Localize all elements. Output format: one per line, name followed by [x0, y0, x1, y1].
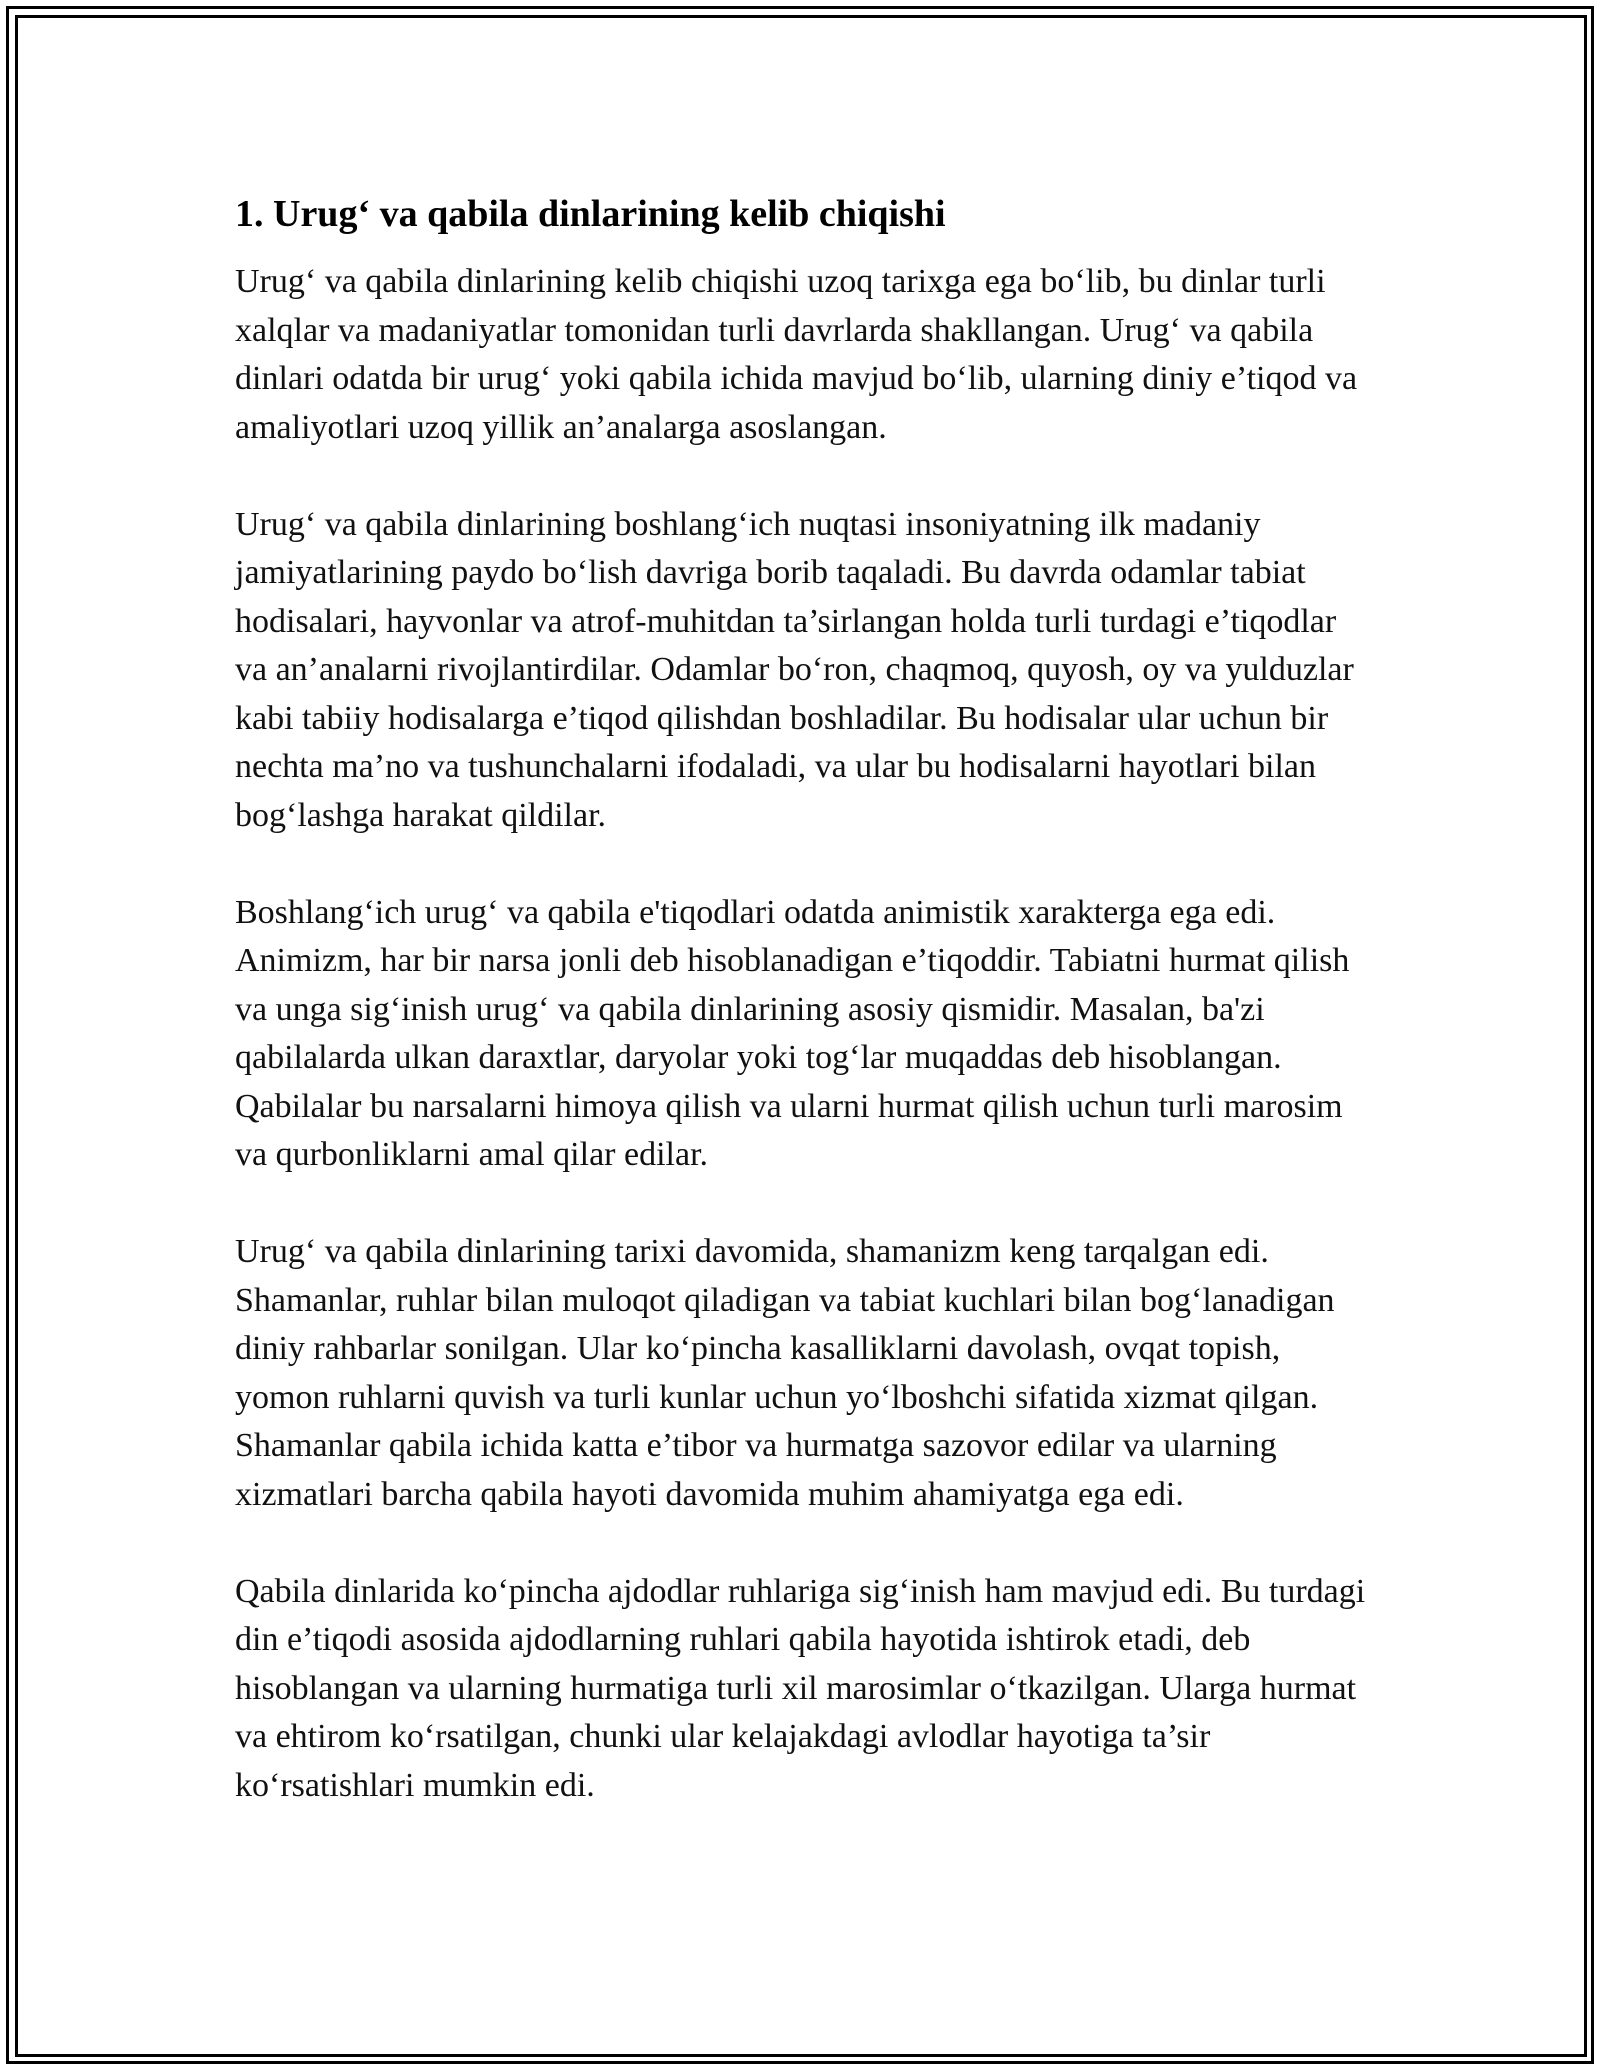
- paragraph-1: Urug‘ va qabila dinlarining kelib chiqishi uzoq tarixga ega bo‘lib, bu dinlar turli xalqlar va madaniyatlar tomonidan turli davrlarda shakllangan. Urug‘ va qabila dinlari odatda bir urug‘ yoki qabila ichida mavjud bo‘lib, ularning diniy e’tiqod va amaliyotlari uzoq yillik an’analarga asoslangan.: [235, 263, 1358, 446]
- paragraph-5: Qabila dinlarida ko‘pincha ajdodlar ruhlariga sig‘inish ham mavjud edi. Bu turdagi din e’tiqodi asosida ajdodlarning ruhlari qabila hayotida ishtirok etadi, deb hisoblangan va ularning hurmatiga turli xil marosimlar o‘tkazilgan. Ularga hurmat va ehtirom ko‘rsatilgan, chunki ular kelajakdagi avlodlar hayotiga ta’sir ko‘rsatishlari mumkin edi.: [235, 1572, 1366, 1804]
- paragraph-3: Boshlang‘ich urug‘ va qabila e'tiqodlari odatda animistik xarakterga ega edi. Animizm, har bir narsa jonli deb hisoblanadigan e’tiqoddir. Tabiatni hurmat qilish va unga sig‘inish urug‘ va qabila dinlarining asosiy qismidir. Masalan, ba'zi qabilalarda ulkan daraxtlar, daryolar yoki tog‘lar muqaddas deb hisoblangan. Qabilalar bu narsalarni himoya qilish va ularni hurmat qilish uchun turli marosim va qurbonliklarni amal qilar edilar.: [235, 893, 1350, 1173]
- document-body: [235, 186, 1375, 1810]
- paragraph-2: Urug‘ va qabila dinlarining boshlang‘ich nuqtasi insoniyatning ilk madaniy jamiyatlarining paydo bo‘lish davriga borib taqaladi. Bu davrda odamlar tabiat hodisalari, hayvonlar va atrof-muhitdan ta’sirlangan holda turli turdagi e’tiqodlar va an’analarni rivojlantirdilar. Odamlar bo‘ron, chaqmoq, quyosh, oy va yulduzlar kabi tabiiy hodisalarga e’tiqod qilishdan boshladilar. Bu hodisalar ular uchun bir nechta ma’no va tushunchalarni ifodaladi, va ular bu hodisalarni hayotlari bilan bog‘lashga harakat qildilar.: [235, 505, 1354, 834]
- section-heading: 1. Urug‘ va qabila dinlarining kelib chiqishi: [235, 193, 946, 235]
- paragraph-4: Urug‘ va qabila dinlarining tarixi davomida, shamanizm keng tarqalgan edi. Shamanlar, ruhlar bilan muloqot qiladigan va tabiat kuchlari bilan bog‘lanadigan diniy rahbarlar sonilgan. Ular ko‘pincha kasalliklarni davolash, ovqat topish, yomon ruhlarni quvish va turli kunlar uchun yo‘lboshchi sifatida xizmat qilgan. Shamanlar qabila ichida katta e’tibor va hurmatga sazovor edilar va ularning xizmatlari barcha qabila hayoti davomida muhim ahamiyatga ega edi.: [235, 1233, 1335, 1513]
